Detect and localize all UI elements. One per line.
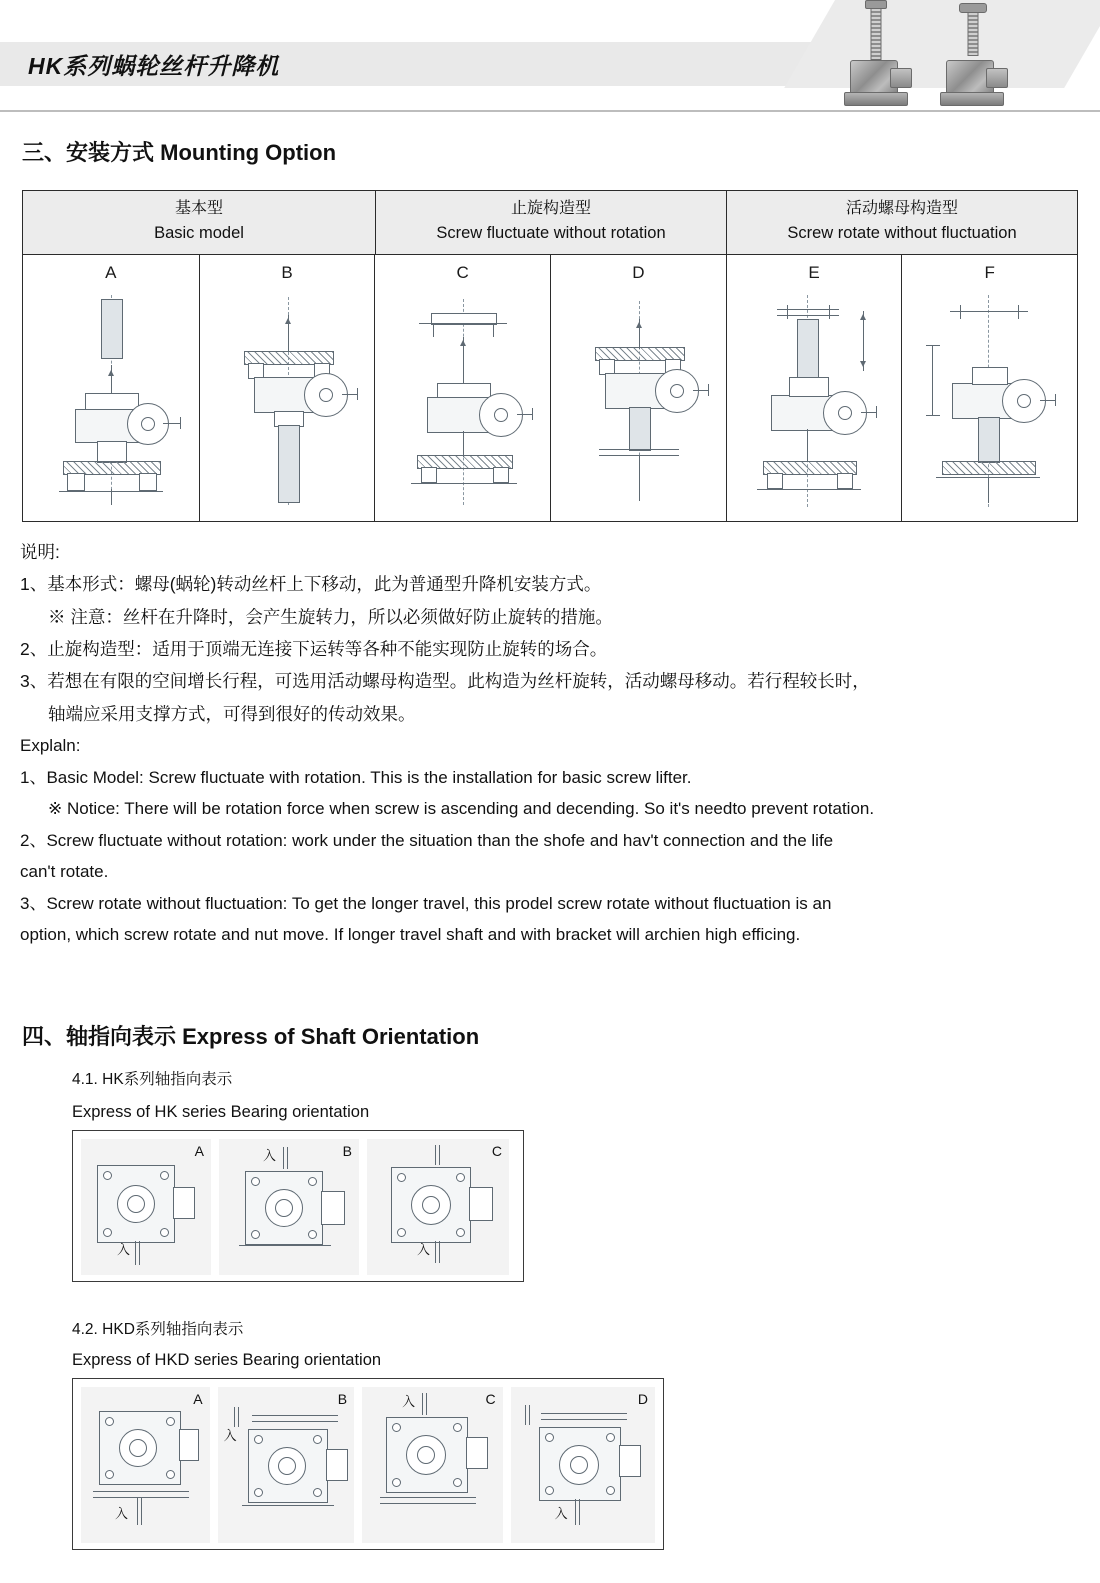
handwheel-icon	[959, 3, 987, 13]
mounting-figure-f	[901, 285, 1077, 521]
mounting-figure-a	[23, 285, 199, 521]
product-image-right	[938, 6, 1008, 108]
screw-shaft-icon	[871, 2, 882, 60]
explain-en-title: Explaln:	[20, 736, 81, 756]
mounting-figure-row	[23, 285, 1077, 521]
explain-cn-line-4: 3、若想在有限的空间增长行程，可选用活动螺母构造型。此构造为丝杆旋转，活动螺母移动。若行程较长时，	[20, 671, 870, 692]
mounting-table-header-row	[23, 191, 1077, 255]
mount-letter-a: A	[105, 262, 117, 282]
group-header-basic-en: Basic model	[154, 224, 244, 242]
base-plate	[940, 92, 1004, 106]
hkd-figure-a-tag: A	[193, 1391, 203, 1407]
hk-orientation-figure-a	[81, 1139, 211, 1275]
hkd-orientation-figure-b	[218, 1387, 355, 1543]
explain-cn-line-1: 1、基本形式：螺母(蜗轮)转动丝杆上下移动，此为普通型升降机安装方式。	[20, 574, 602, 595]
screw-cap-icon	[865, 0, 887, 9]
section-3-heading-wrap	[22, 136, 336, 167]
hk-orientation-figure-group	[72, 1130, 524, 1282]
explain-en-line-4: can't rotate.	[20, 862, 109, 882]
hk-figure-c-tag: C	[491, 1143, 502, 1159]
section-3-heading: 三、安装方式 Mounting Option	[22, 140, 337, 165]
hk-orientation-figure-c	[367, 1139, 509, 1275]
explain-cn-line-2: ※ 注意：丝杆在升降时，会产生旋转力，所以必须做好防止旋转的措施。	[48, 606, 613, 627]
mount-letter-c: C	[374, 255, 550, 285]
sub-4-1-cn: 4.1. HK系列轴指向表示	[72, 1071, 233, 1088]
hkd-figure-b-shaft-mark: 入	[223, 1428, 237, 1443]
section-4-heading: 四、轴指向表示 Express of Shaft Orientation	[22, 1024, 480, 1049]
mounting-figure-e	[726, 285, 902, 521]
group-header-no-rotation	[375, 191, 726, 254]
input-shaft-housing	[890, 68, 912, 88]
hk-orientation-figure-b	[219, 1139, 359, 1275]
explain-block	[20, 538, 1080, 953]
hk-figure-b-shaft-mark: 入	[263, 1148, 277, 1163]
explain-en-line-5: 3、Screw rotate without fluctuation: To get the longer travel, this prodel screw rotate without fluctuation is an	[20, 893, 832, 913]
group-header-nut-moving-en: Screw rotate without fluctuation	[787, 224, 1017, 242]
mount-letter-e: E	[726, 255, 902, 285]
group-header-nut-moving-cn: 活动螺母构造型	[845, 200, 958, 217]
explain-cn-line-5: 轴端应采用支撑方式，可得到很好的传动效果。	[48, 703, 416, 724]
hkd-orientation-figure-group	[72, 1378, 664, 1550]
base-plate	[844, 92, 908, 106]
product-image-left	[840, 2, 912, 108]
hk-figure-c-shaft-mark: 入	[417, 1242, 431, 1257]
mounting-letter-row	[23, 255, 1077, 285]
screw-shaft-icon	[968, 6, 979, 56]
explain-en-line-3: 2、Screw fluctuate without rotation: work under the situation than the shofe and hav't connection and the life	[20, 830, 834, 850]
page-title: HK系列蜗轮丝杆升降机	[28, 53, 280, 79]
input-shaft-housing	[986, 68, 1008, 88]
mount-letter-d: D	[550, 255, 726, 285]
explain-en-line-6: option, which screw rotate and nut move. If longer travel shaft and with bracket will archien high efficing.	[20, 925, 801, 945]
hk-figure-a-tag: A	[194, 1143, 204, 1159]
explain-cn-title: 说明:	[20, 542, 60, 562]
mounting-option-table	[22, 190, 1078, 522]
mount-letter-b: B	[199, 255, 375, 285]
hkd-figure-c-tag: C	[485, 1391, 496, 1407]
hkd-orientation-figure-a	[81, 1387, 210, 1543]
sub-4-1-en: Express of HK series Bearing orientation	[72, 1103, 370, 1121]
group-header-nut-moving	[726, 191, 1077, 254]
mounting-figure-b	[199, 285, 375, 521]
section-4-heading-wrap	[22, 1020, 479, 1051]
hkd-figure-d-tag: D	[637, 1391, 648, 1407]
hk-figure-b-tag: B	[342, 1143, 352, 1159]
hkd-orientation-figure-d	[511, 1387, 655, 1543]
group-header-no-rotation-cn: 止旋构造型	[510, 200, 591, 217]
hkd-figure-d-shaft-mark: 入	[554, 1506, 568, 1521]
header-divider	[0, 110, 1100, 112]
explain-cn-line-3: 2、止旋构造型：适用于顶端无连接下运转等各种不能实现防止旋转的场合。	[20, 639, 608, 660]
hkd-figure-a-shaft-mark: 入	[115, 1506, 129, 1521]
group-header-basic	[23, 191, 375, 254]
hk-figure-a-shaft-mark: 入	[117, 1242, 131, 1257]
mounting-figure-c	[374, 285, 550, 521]
group-header-no-rotation-en: Screw fluctuate without rotation	[436, 224, 666, 242]
hkd-orientation-figure-c	[362, 1387, 502, 1543]
group-header-basic-cn: 基本型	[174, 200, 223, 217]
sub-4-2-en: Express of HKD series Bearing orientation	[72, 1351, 382, 1369]
explain-en-line-2: ※ Notice: There will be rotation force when screw is ascending and decending. So it's needto prevent rotation.	[48, 799, 875, 819]
hkd-figure-c-shaft-mark: 入	[402, 1394, 416, 1409]
mounting-figure-d	[550, 285, 726, 521]
page-header	[0, 0, 1100, 112]
explain-en-line-1: 1、Basic Model: Screw fluctuate with rotation. This is the installation for basic screw lifter.	[20, 767, 692, 787]
hkd-figure-b-tag: B	[337, 1391, 348, 1407]
sub-4-2-cn: 4.2. HKD系列轴指向表示	[72, 1321, 244, 1338]
mount-letter-f: F	[901, 255, 1077, 285]
